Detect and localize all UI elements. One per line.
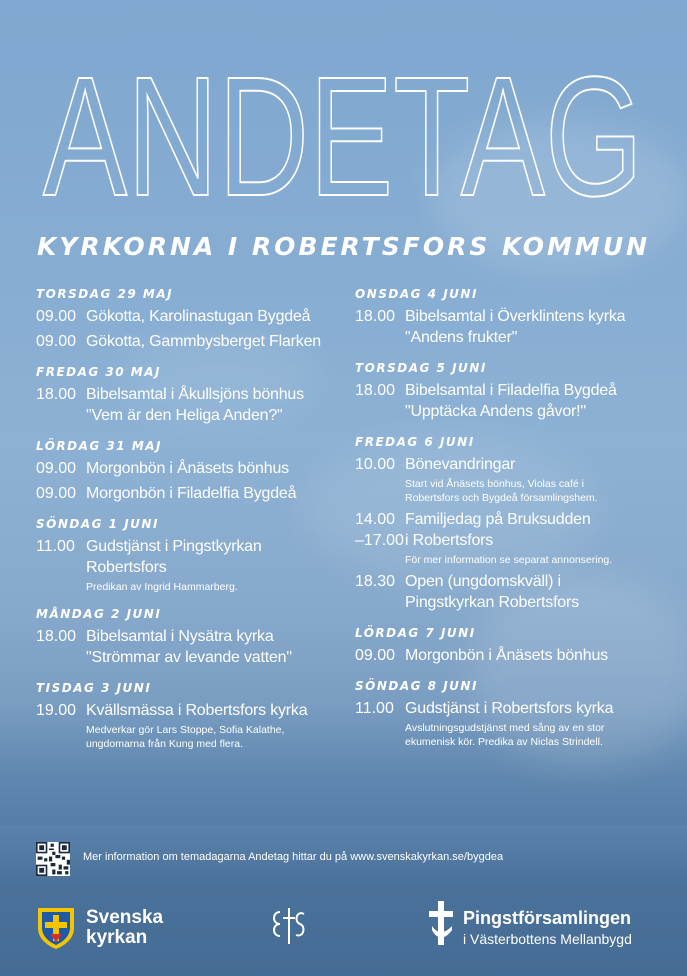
day-block [36,681,336,751]
day-heading: SÖNDAG 8 JUNI [355,679,478,693]
day-heading: LÖRDAG 31 MAJ [36,439,163,453]
event-row [36,458,336,479]
schedule-right-column [355,287,655,762]
event-time-start: 19.00 [36,702,77,719]
event-time-start: 18.30 [355,573,396,590]
event-note: Start vid Ånäsets bönhus, Violas café i [405,478,584,490]
event-note: Medverkar gör Lars Stoppe, Sofia Kalathe, [86,724,285,736]
event-title: "Andens frukter" [405,329,518,346]
event-time-start: 09.00 [36,485,77,502]
event-row [355,454,655,505]
event-note: ekumenisk kör. Predika av Niclas Strindell. [405,736,603,748]
event-row [36,700,336,751]
event-time [36,458,86,479]
logo-text: Svenska [86,907,164,928]
day-block [36,439,336,504]
event-time-start: 18.00 [355,308,396,325]
event-time [355,454,405,505]
day-heading: MÅNDAG 2 JUNI [36,607,162,621]
day-heading: LÖRDAG 7 JUNI [355,626,476,640]
logo-text: kyrkan [86,927,148,948]
event-row [36,306,336,327]
event-title: Bibelsamtal i Åkullsjöns bönhus [86,386,304,403]
event-row [355,645,655,666]
event-time [36,384,86,426]
event-time-start: 18.00 [36,386,77,403]
event-title: Kvällsmässa i Robertsfors kyrka [86,702,308,719]
event-title: Gudstjänst i Pingstkyrkan [86,538,262,555]
day-block [355,626,655,666]
event-note: ungdomarna från Kung med flera. [86,738,244,750]
event-title: Morgonbön i Ånäsets bönhus [405,647,608,664]
efs-logo [266,902,312,948]
event-time-start: 14.00 [355,511,396,528]
event-time [355,645,405,666]
event-time [36,483,86,504]
event-row [355,380,655,422]
event-title: Gudstjänst i Robertsfors kyrka [405,700,614,717]
day-block [36,365,336,426]
cross-icon [427,900,457,950]
day-heading: TISDAG 3 JUNI [36,681,152,695]
day-block [355,361,655,422]
day-heading: TORSDAG 5 JUNI [355,361,487,375]
event-row [355,698,655,749]
event-row [355,571,655,613]
event-time-start: 09.00 [36,308,77,325]
event-time-start: 09.00 [355,647,396,664]
day-heading: TORSDAG 29 MAJ [36,287,174,301]
logo-text: i Västerbottens Mellanbygd [463,931,632,947]
event-time [355,306,405,348]
event-row [355,509,655,567]
event-time-start: 11.00 [36,538,75,555]
event-title: "Vem är den Heliga Anden?" [86,407,283,424]
event-time [355,509,405,567]
event-title: Bönevandringar [405,456,516,473]
event-title: Bibelsamtal i Filadelfia Bygdeå [405,382,617,399]
event-title: "Strömmar av levande vatten" [86,649,292,666]
event-title: Morgonbön i Ånäsets bönhus [86,460,289,477]
event-note: För mer information se separat annonsering. [405,554,613,566]
event-row [36,536,336,594]
event-row [36,384,336,426]
event-title: Familjedag på Bruksudden [405,511,591,528]
event-time-start: 11.00 [355,700,394,717]
event-title: Robertsfors [86,559,167,576]
event-row [36,331,336,352]
event-time-start: 09.00 [36,460,77,477]
page-subtitle: KYRKORNA I ROBERTSFORS KOMMUN [36,232,651,261]
event-note: Avslutningsgudstjänst med sång av en stor [405,722,605,734]
day-heading: FREDAG 6 JUNI [355,435,475,449]
event-time [355,571,405,613]
event-time [36,306,86,327]
svenska-kyrkan-logo [36,906,176,950]
event-time [36,700,86,751]
event-note: Predikan av Ingrid Hammarberg. [86,581,238,593]
day-block [36,287,336,352]
event-time [355,698,405,749]
event-title: Open (ungdomskväll) i [405,573,561,590]
event-title: Bibelsamtal i Överklintens kyrka [405,308,626,325]
day-heading: ONSDAG 4 JUNI [355,287,478,301]
page-title: ANDETAG [43,42,643,210]
event-title: Gökotta, Gammbysberget Flarken [86,333,321,350]
event-time-start: 18.00 [36,628,77,645]
day-heading: SÖNDAG 1 JUNI [36,517,159,531]
event-title: Gökotta, Karolinastugan Bygdeå [86,308,311,325]
pingstforsamlingen-logo [427,900,667,950]
event-note: Robertsfors och Bygdeå församlingshem. [405,492,598,504]
day-heading: FREDAG 30 MAJ [36,365,161,379]
event-time [355,380,405,422]
event-title: i Robertsfors [405,532,494,549]
event-title: Bibelsamtal i Nysätra kyrka [86,628,274,645]
event-time-start: 09.00 [36,333,77,350]
event-title: Morgonbön i Filadelfia Bygdeå [86,485,297,502]
qr-code[interactable] [36,842,70,876]
event-time [36,331,86,352]
event-time-start: 10.00 [355,456,396,473]
event-title: "Upptäcka Andens gåvor!" [405,403,586,420]
church-shield-icon [36,906,76,950]
event-time-start: 18.00 [355,382,396,399]
logo-text: Pingstförsamlingen [463,908,632,928]
event-time [36,626,86,668]
event-time [36,536,86,594]
more-info-text: Mer information om temadagarna Andetag hittar du på www.svenskakyrkan.se/bygdea [83,851,504,863]
title-outline [0,30,687,210]
day-block [36,517,336,594]
day-block [355,287,655,348]
event-time-end: –17.00 [355,532,404,549]
event-title: Pingstkyrkan Robertsfors [405,594,579,611]
schedule-left-column [36,287,336,764]
day-block [355,435,655,613]
event-row [355,306,655,348]
event-row [36,483,336,504]
event-row [36,626,336,668]
day-block [355,679,655,749]
day-block [36,607,336,668]
